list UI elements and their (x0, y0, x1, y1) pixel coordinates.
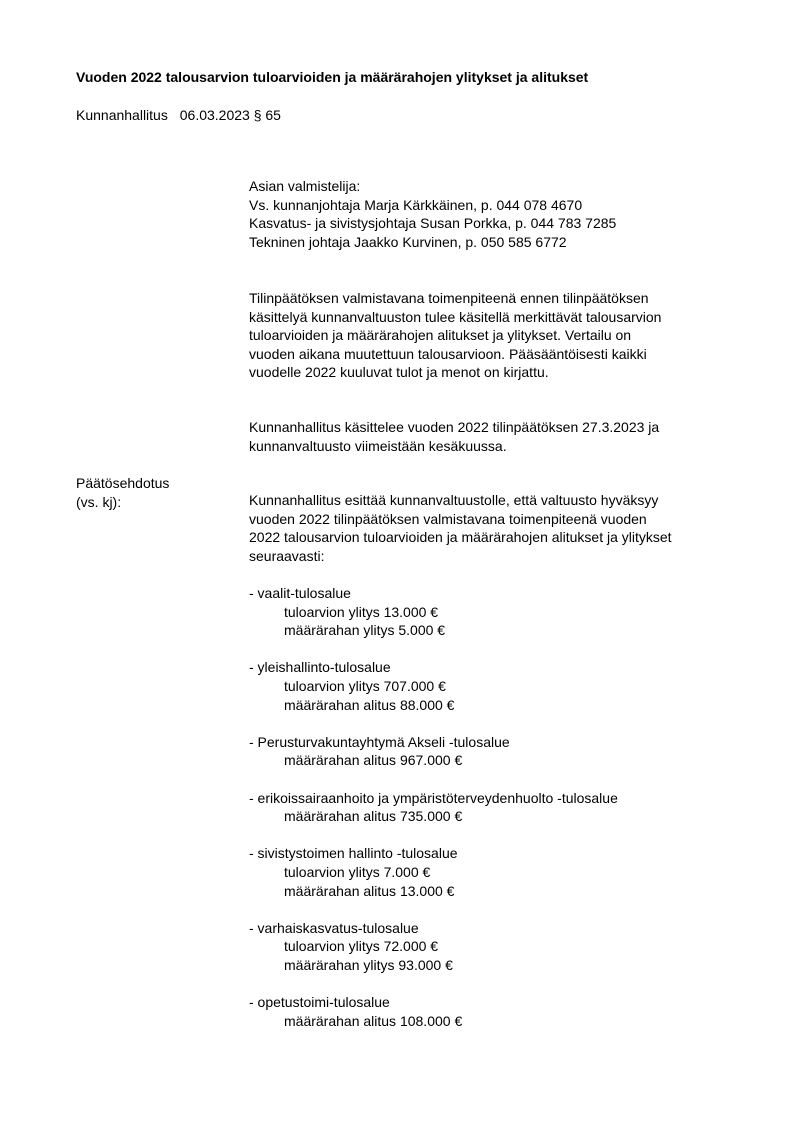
meeting-date-section: 06.03.2023 § 65 (179, 107, 281, 123)
intro-line: vuoden aikana muutettuun talousarvioon. Pääsääntöisesti kaikki (249, 345, 647, 362)
proposal-label (76, 474, 236, 511)
budget-item-head: - Perusturvakuntayhtymä Akseli -tulosalue (249, 733, 510, 750)
preparer-line: Tekninen johtaja Jaakko Kurvinen, p. 050 585 6772 (249, 233, 567, 250)
budget-item-head: - varhaiskasvatus-tulosalue (249, 919, 419, 936)
intro-paragraph (249, 289, 749, 382)
preparer-line: Kasvatus- ja sivistysjohtaja Susan Porkka, p. 044 783 7285 (249, 215, 617, 232)
budget-item (249, 584, 749, 640)
handling-line: kunnanvaltuusto viimeistään kesäkuussa. (249, 437, 507, 454)
preparer-line: Vs. kunnanjohtaja Marja Kärkkäinen, p. 044 078 4670 (249, 196, 583, 213)
budget-item-head: - vaalit-tulosalue (249, 585, 351, 601)
meeting-reference (76, 106, 281, 125)
handling-line: Kunnanhallitus käsittelee vuoden 2022 tilinpäätöksen 27.3.2023 ja (249, 419, 660, 435)
preparer-heading: Asian valmistelija: (249, 178, 361, 194)
budget-item-sub: tuloarvion ylitys 13.000 € (284, 603, 439, 620)
budget-item (249, 993, 749, 1030)
budget-item (249, 733, 749, 770)
budget-item-sub: määrärahan ylitys 5.000 € (284, 622, 446, 639)
proposal-line: vuoden 2022 tilinpäätöksen valmistavana toimenpiteenä vuoden (249, 510, 647, 527)
budget-item-head: - sivistystoimen hallinto -tulosalue (249, 845, 458, 862)
budget-item-sub: määrärahan alitus 13.000 € (284, 882, 455, 899)
budget-item-sub: määrärahan ylitys 93.000 € (284, 956, 453, 973)
budget-item (249, 919, 749, 975)
budget-item (249, 658, 749, 714)
proposal-paragraph (249, 491, 749, 565)
budget-item-sub: määrärahan alitus 735.000 € (284, 808, 463, 825)
budget-item-head: - opetustoimi-tulosalue (249, 994, 390, 1011)
budget-item-sub: määrärahan alitus 88.000 € (284, 696, 455, 713)
proposal-label-line: (vs. kj): (76, 493, 122, 510)
budget-item-sub: tuloarvion ylitys 7.000 € (284, 863, 431, 880)
intro-line: tuloarvioiden ja määrärahojen alitukset ja ylitykset. Vertailu on (249, 327, 632, 344)
proposal-line: 2022 talousarvion tuloarvioiden ja määrärahojen alitukset ja ylitykset (249, 529, 672, 546)
budget-item-sub: määrärahan alitus 108.000 € (284, 1012, 463, 1029)
budget-item (249, 844, 749, 900)
document-title: Vuoden 2022 talousarvion tuloarvioiden ja määrärahojen ylitykset ja alitukset (76, 69, 589, 85)
proposal-line: Kunnanhallitus esittää kunnanvaltuustolle, että valtuusto hyväksyy (249, 492, 659, 508)
intro-line: Tilinpäätöksen valmistavana toimenpiteenä ennen tilinpäätöksen (249, 290, 649, 306)
proposal-label-line: Päätösehdotus (76, 475, 170, 491)
budget-item-head: - yleishallinto-tulosalue (249, 659, 391, 676)
budget-item-sub: määrärahan alitus 967.000 € (284, 752, 463, 769)
budget-item-head: - erikoissairaanhoito ja ympäristöterveydenhuolto -tulosalue (249, 789, 618, 806)
meeting-body: Kunnanhallitus (76, 107, 168, 123)
intro-line: käsittelyä kunnanvaltuuston tulee käsitellä merkittävät talousarvion (249, 308, 662, 325)
preparer-block (249, 177, 749, 251)
proposal-line: seuraavasti: (249, 547, 325, 564)
budget-item (249, 789, 749, 826)
budget-item-sub: tuloarvion ylitys 72.000 € (284, 938, 439, 955)
handling-paragraph (249, 418, 749, 455)
intro-line: vuodelle 2022 kuuluvat tulot ja menot on kirjattu. (249, 364, 549, 381)
budget-items-list (249, 584, 749, 1049)
budget-item-sub: tuloarvion ylitys 707.000 € (284, 677, 446, 694)
